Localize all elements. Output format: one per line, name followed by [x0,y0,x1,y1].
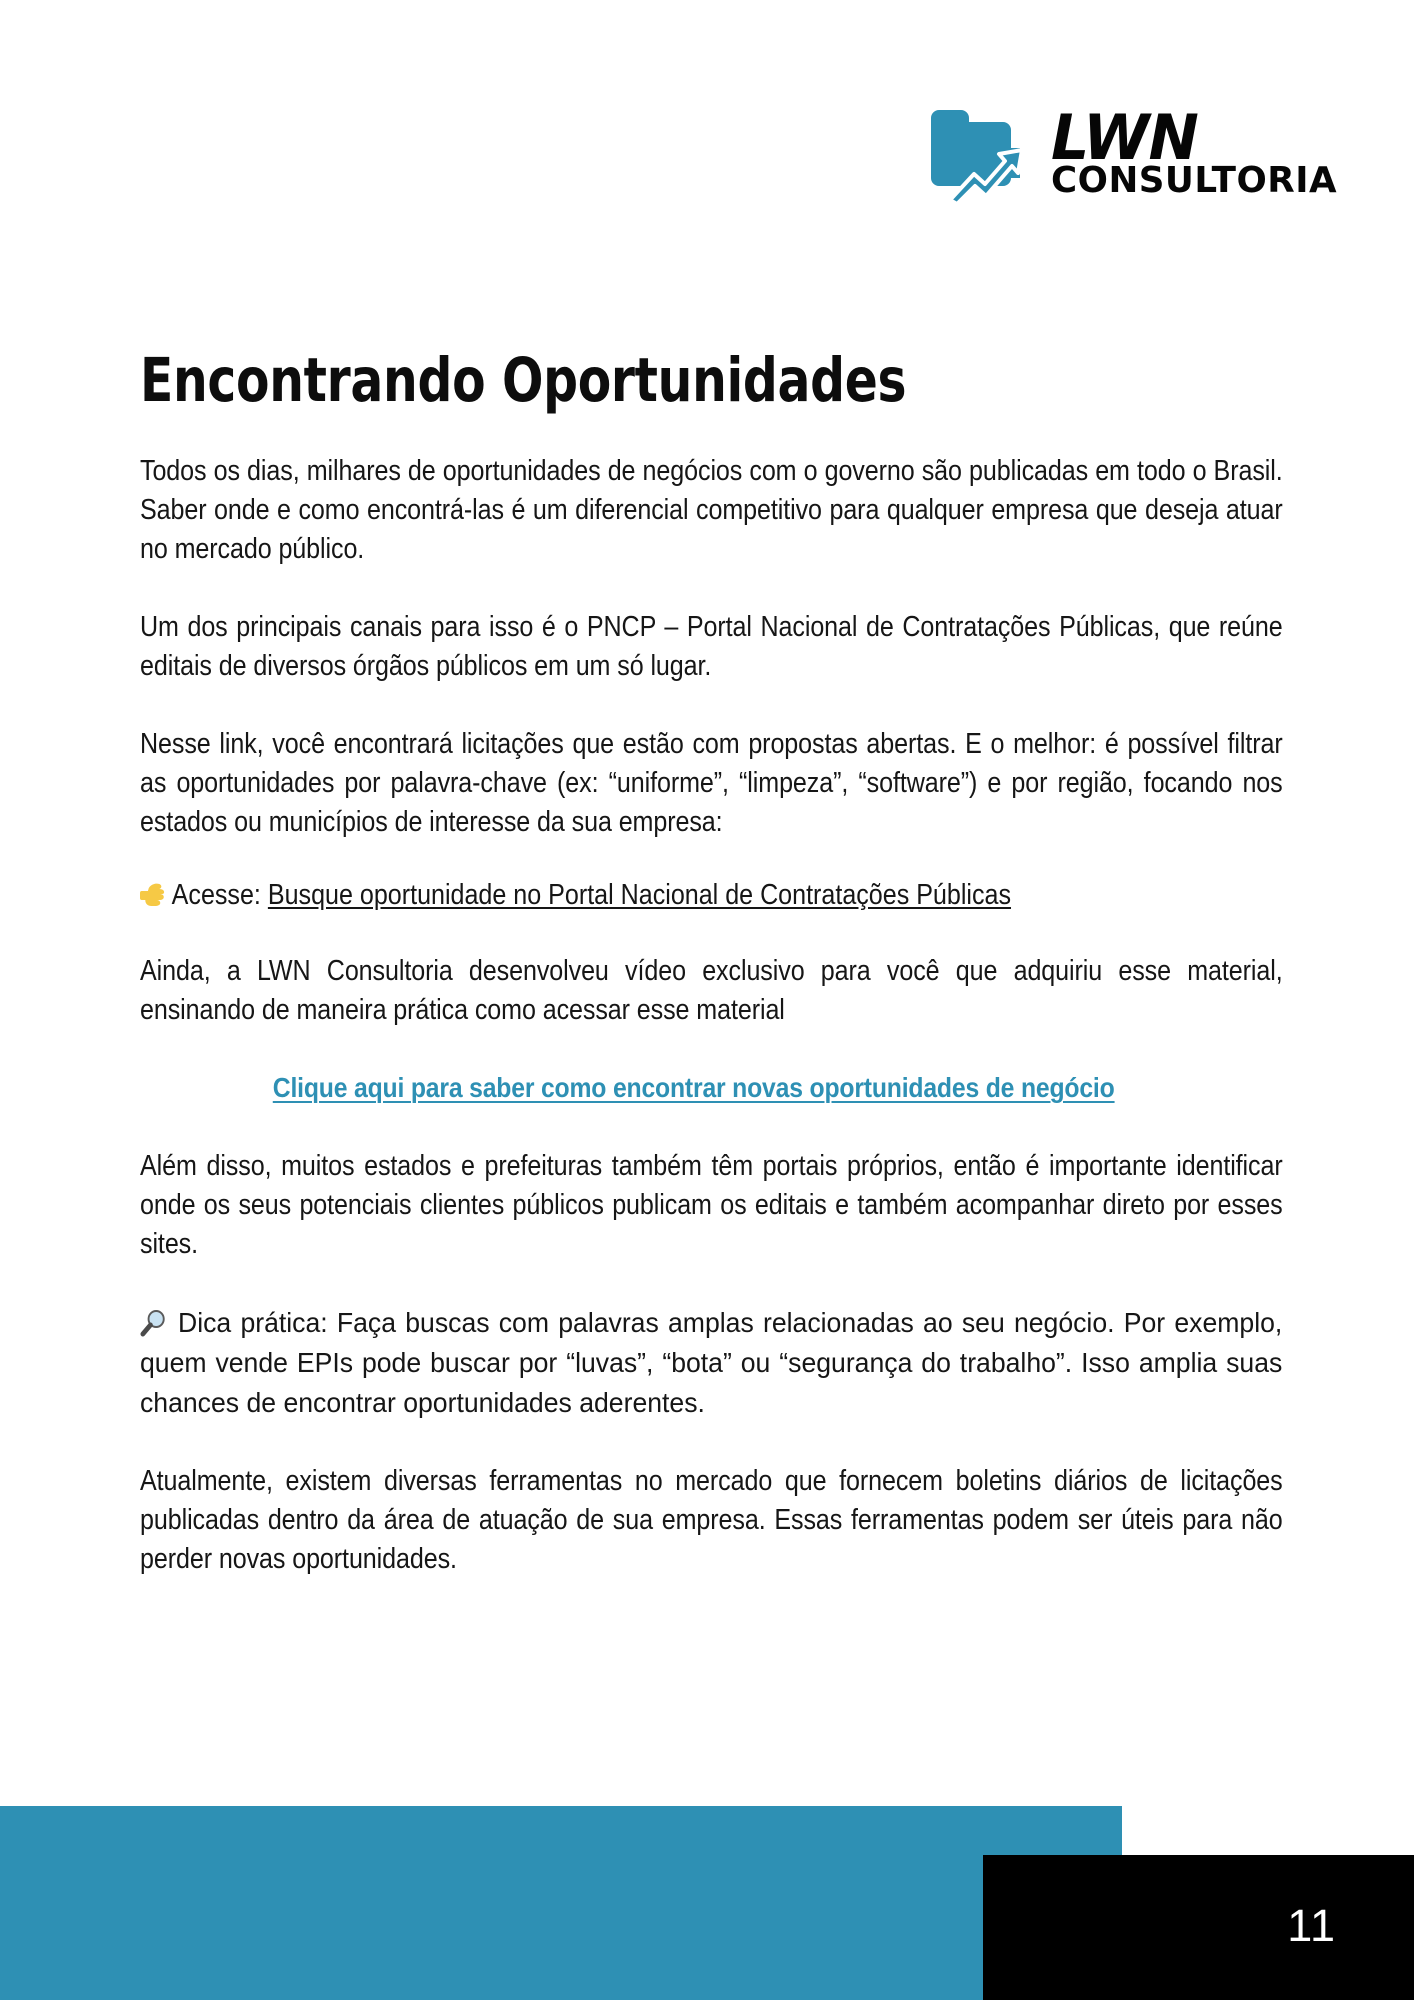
page-title: Encontrando Oportunidades [140,344,907,416]
brand-name-secondary: CONSULTORIA [1051,159,1338,201]
paragraph-video: Ainda, a LWN Consultoria desenvolveu vídeo exclusivo para você que adquiriu esse material, ensinando de maneira prática como acessar esse material [140,955,1283,1026]
brand-logo [927,100,1340,204]
access-link-line [140,876,1283,915]
footer-page-number-box [983,1855,1414,2000]
article-body [140,452,1283,1579]
paragraph-tools: Atualmente, existem diversas ferramentas no mercado que fornecem boletins diários de licitações publicadas dentro da área de atuação de sua empresa. Essas ferramentas podem ser úteis para não perder novas oportunidades. [140,1465,1283,1575]
pncp-portal-link[interactable]: Busque oportunidade no Portal Nacional de Contratações Públicas [267,879,1012,911]
folder-growth-arrow-icon [927,104,1037,204]
footer-accent-bar [0,1806,1122,2000]
paragraph-pncp: Um dos principais canais para isso é o PNCP – Portal Nacional de Contratações Públicas, que reúne editais de diversos órgãos públicos em um só lugar. [140,611,1283,682]
brand-wordmark [1051,100,1340,201]
paragraph-state-portals: Além disso, muitos estados e prefeituras também têm portais próprios, então é importante identificar onde os seus potenciais clientes públicos publicam os editais e também acompanhar direto por esses sites. [140,1150,1283,1260]
access-prefix: Acesse: [171,879,261,911]
cta-video-link[interactable]: Clique aqui para saber como encontrar novas oportunidades de negócio [272,1072,1115,1103]
paragraph-filters: Nesse link, você encontrará licitações que estão com propostas abertas. E o melhor: é possível filtrar as oportunidades por palavra-chave (ex: “uniforme”, “limpeza”, “software”) e por região, focando nos estados ou municípios de interesse da sua empresa: [140,728,1283,838]
paragraph-tip [140,1303,1282,1423]
cta-container [140,1069,1283,1107]
brand-name-primary: LWN [1051,100,1198,174]
paragraph-tip-text: Dica prática: Faça buscas com palavras amplas relacionadas ao seu negócio. Por exemplo, quem vende EPIs pode buscar por “luvas”, “bota” ou “segurança do trabalho”. Isso amplia suas chances de encontrar oportunidades aderentes. [140,1307,1283,1418]
magnifying-glass-icon [140,1308,169,1336]
page-number: 11 [1287,1900,1336,1951]
pointing-hand-right-icon [140,880,166,906]
paragraph-intro: Todos os dias, milhares de oportunidades de negócios com o governo são publicadas em todo o Brasil. Saber onde e como encontrá-las é um diferencial competitivo para qualquer empresa que deseja atuar no mercado público. [140,455,1283,565]
